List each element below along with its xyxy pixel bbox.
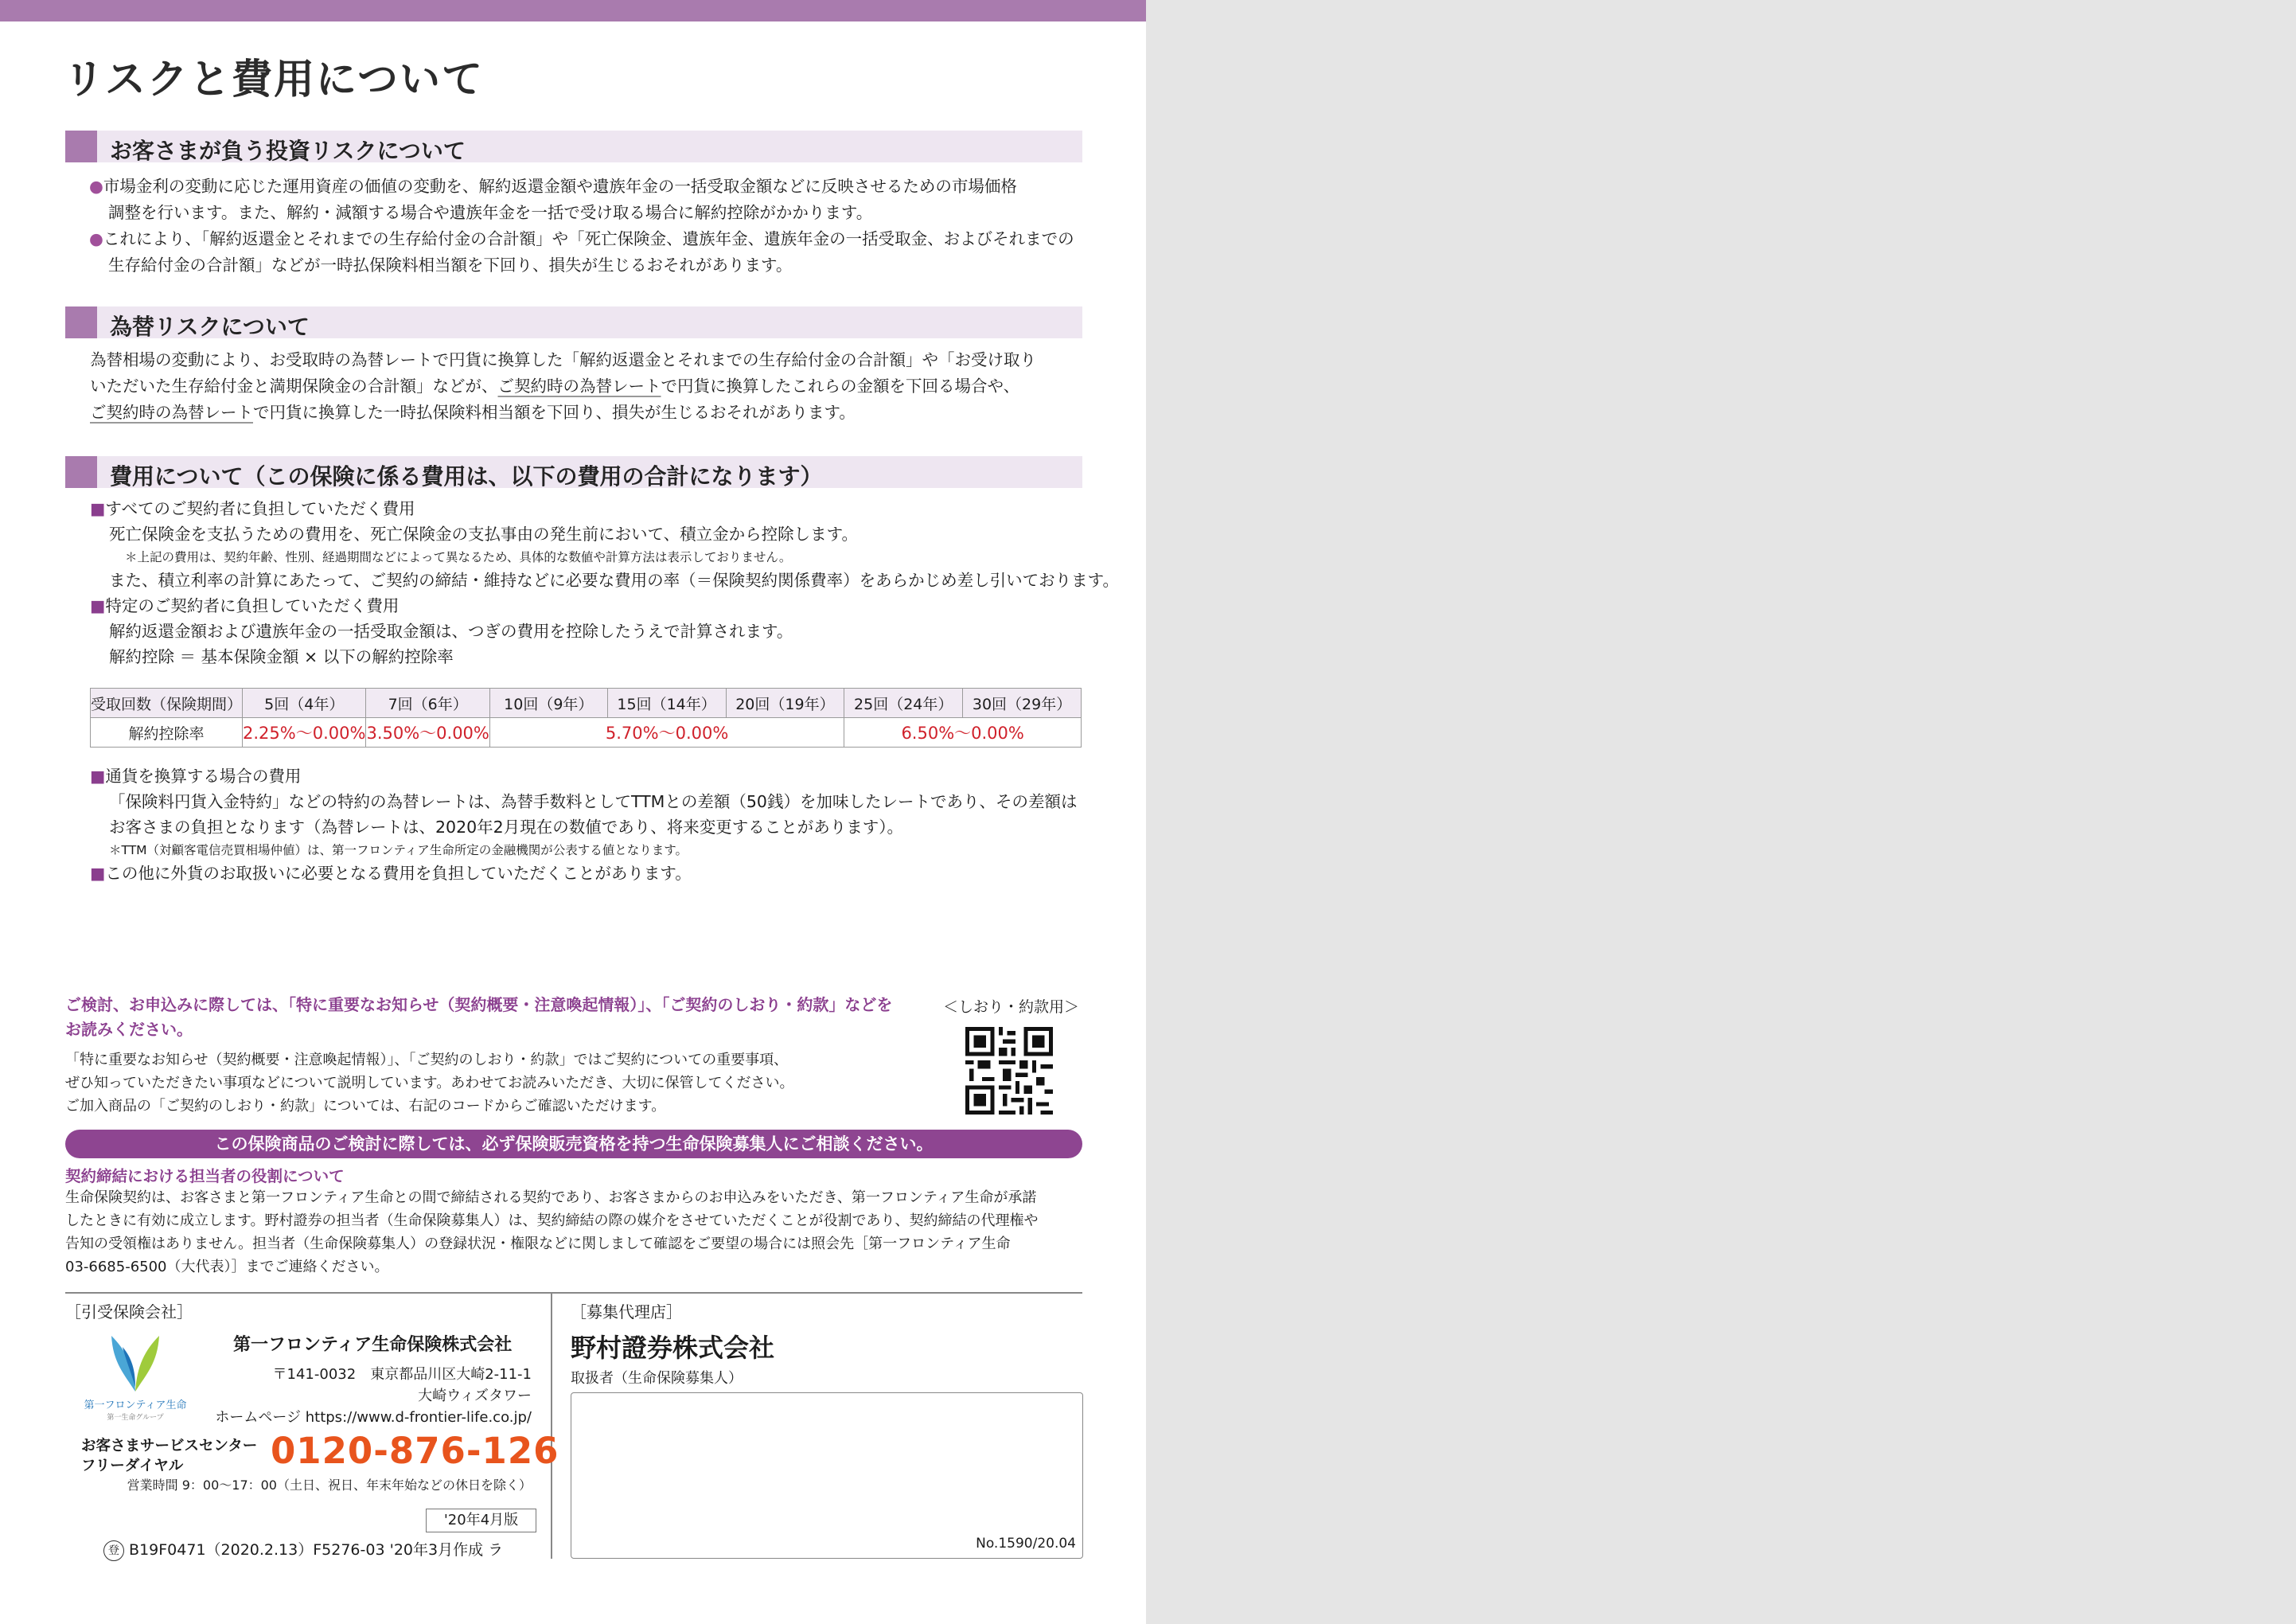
rate-cell: 2.25%～0.00%	[243, 718, 366, 748]
table-header-row	[91, 689, 1082, 718]
free-dial-number[interactable]: 0120-876-126	[271, 1430, 559, 1472]
registration-mark-icon: 登	[103, 1540, 124, 1561]
square-bullet-icon: ■	[90, 596, 106, 615]
service-hours: 営業時間 9：00～17：00（土日、祝日、年末年始などの休日を除く）	[127, 1478, 532, 1493]
qr-code-icon[interactable]	[965, 1027, 1053, 1115]
section-header-investment-risk	[65, 131, 1082, 162]
table-header-cell: 15回（14年）	[607, 689, 726, 718]
square-bullet-icon: ■	[90, 767, 106, 786]
insurer-homepage-link[interactable]: ホームページ https://www.d-frontier-life.co.jp/	[215, 1409, 532, 1426]
footer-divider	[65, 1292, 1082, 1294]
square-bullet-icon: ■	[90, 499, 106, 518]
consult-banner: この保険商品のご検討に際しては、必ず保険販売資格を持つ生命保険募集人にご相談ください。	[65, 1130, 1082, 1158]
right-blank-area	[1146, 0, 2296, 1624]
page-title: リスクと費用について	[64, 57, 484, 103]
leaf-logo-icon	[111, 1331, 159, 1392]
rate-cell: 3.50%～0.00%	[366, 718, 489, 748]
section-header-fx-risk	[65, 306, 1082, 338]
important-notice-body: 「特に重要なお知らせ（契約概要・注意喚起情報）」、「ご契約のしおり・約款」ではご契約についての重要事項、 ぜひ知っていただきたい事項などについて説明しています。あわせてお読みいただき、大切に保管してください。 ご加入商品の「ご契約のしおり・約款」については、右記のコードからご確認いただけます。	[65, 1052, 794, 1115]
qr-label: ＜しおり・約款用＞	[943, 998, 1080, 1016]
rate-cell: 5.70%～0.00%	[489, 718, 844, 748]
insurer-label: ［引受保険会社］	[65, 1302, 193, 1321]
section-marker-icon	[65, 306, 97, 338]
top-accent-bar	[0, 0, 1146, 21]
insurer-address: 〒141-0032 東京都品川区大崎2-11-1 大崎ウィズタワー ホームページ https://www.d-frontier-life.co.jp/	[215, 1364, 532, 1428]
section-heading: 費用について（この保険に係る費用は、以下の費用の合計になります）	[110, 463, 823, 490]
table-header-cell: 7回（6年）	[366, 689, 489, 718]
table-header-cell: 5回（4年）	[243, 689, 366, 718]
bullet-icon: ●	[89, 229, 103, 248]
insurer-name: 第一フロンティア生命保険株式会社	[233, 1335, 513, 1355]
logo-subtext: 第一生命グループ	[107, 1414, 164, 1422]
document-number: No.1590/20.04	[976, 1536, 1076, 1552]
surrender-charge-table	[90, 688, 1082, 748]
investment-risk-body: ●市場金利の変動に応じた運用資産の価値の変動を、解約返還金額や遺族年金の一括受取金額などに反映させるための市場価格 調整を行います。また、解約・減額する場合や遺族年金を一括で受け取る場合に解約控除がかかります。 ●これにより、「解約返還金とそれまでの生存給付金の合計額」や「死亡保険金、遺族年金、遺族年金の一括受取金、およびそれまでの 生存給付金の合計額」などが一時払保険料相当額を下回り、損失が生じるおそれがあります。	[89, 177, 1074, 275]
bullet-icon: ●	[89, 177, 103, 196]
logo-text: 第一フロンティア生命	[84, 1400, 187, 1411]
important-notice-heading: ご検討、お申込みに際しては、「特に重要なお知らせ（契約概要・注意喚起情報）」、「ご契約のしおり・約款」などを お読みください。	[65, 995, 893, 1039]
table-header-cell: 20回（19年）	[726, 689, 844, 718]
table-header-cell: 受取回数（保険期間）	[91, 689, 243, 718]
agent-name: 野村證券株式会社	[571, 1333, 775, 1363]
section-heading: お客さまが負う投資リスクについて	[110, 138, 466, 164]
company-logo	[80, 1331, 191, 1427]
role-heading: 契約締結における担当者の役割について	[65, 1167, 345, 1185]
agent-label: ［募集代理店］	[571, 1302, 682, 1321]
table-header-cell: 30回（29年）	[963, 689, 1082, 718]
section-marker-icon	[65, 456, 97, 488]
rate-cell: 6.50%～0.00%	[844, 718, 1082, 748]
handler-stamp-box	[571, 1392, 1083, 1559]
edition-stamp: '20年4月版	[426, 1509, 536, 1532]
handler-label: 取扱者（生命保険募集人）	[571, 1370, 743, 1387]
section-header-costs	[65, 456, 1082, 488]
table-header-cell: 10回（9年）	[489, 689, 607, 718]
table-row-label: 解約控除率	[91, 718, 243, 748]
costs-body: ■すべてのご契約者に負担していただく費用 死亡保険金を支払うための費用を、死亡保険金の支払事由の発生前において、積立金から控除します。 ＊上記の費用は、契約年齢、性別、経過期間などによって異なるため、具体的な数値や計算方法は表示しておりません。 また、積立利率の計算にあたって、ご契約の締結・維持などに必要な費用の率（＝保険契約関係費率）をあらかじめ差し引いております。 ■特定のご契約者に負担していただく費用 解約返還金額および遺族年金の一括受取金額は、つぎの費用を控除したうえで計算されます。 解約控除 ＝ 基本保険金額 × 以下の解約控除率	[90, 499, 1119, 666]
service-center-label: お客さまサービスセンター フリーダイヤル	[81, 1438, 258, 1474]
fx-costs-body: ■通貨を換算する場合の費用 「保険料円貨入金特約」などの特約の為替レートは、為替手数料としてTTMとの差額（50銭）を加味したレートであり、その差額は お客さまの負担となります（為替レートは、2020年2月現在の数値であり、将来変更することがあります）。 ＊TTM（対顧客電信売買相場仲値）は、第一フロンティア生命所定の金融機関が公表する値となります。 ■この他に外貨のお取扱いに必要となる費用を負担していただくことがあります。	[90, 767, 1078, 883]
section-heading: 為替リスクについて	[110, 314, 310, 340]
registration-number: 登 B19F0471（2020.2.13）F5276-03 '20年3月作成 ラ	[103, 1538, 503, 1561]
table-row	[91, 718, 1082, 748]
footer-column-divider	[551, 1292, 552, 1559]
document-page	[0, 0, 1146, 1624]
role-body: 生命保険契約は、お客さまと第一フロンティア生命との間で締結される契約であり、お客さまからのお申込みをいただき、第一フロンティア生命が承諾 したときに有効に成立します。野村證券の担当者（生命保険募集人）は、契約締結の際の媒介をさせていただくことが役割であり、契約締結の代理権や 告知の受領権はありません。担当者（生命保険募集人）の登録状況・権限などに関しまして確認をご要望の場合には照会先［第一フロンティア生命 03-6685-6500（大代表）］までご連絡ください。	[65, 1189, 1039, 1275]
table-header-cell: 25回（24年）	[844, 689, 963, 718]
fx-risk-body: 為替相場の変動により、お受取時の為替レートで円貨に換算した「解約返還金とそれまでの生存給付金の合計額」や「お受け取り いただいた生存給付金と満期保険金の合計額」などが、ご契約時の為替レートで円貨に換算したこれらの金額を下回る場合や、 ご契約時の為替レートで円貨に換算した一時払保険料相当額を下回り、損失が生じるおそれがあります。	[90, 350, 1036, 422]
square-bullet-icon: ■	[90, 864, 106, 883]
section-marker-icon	[65, 131, 97, 162]
